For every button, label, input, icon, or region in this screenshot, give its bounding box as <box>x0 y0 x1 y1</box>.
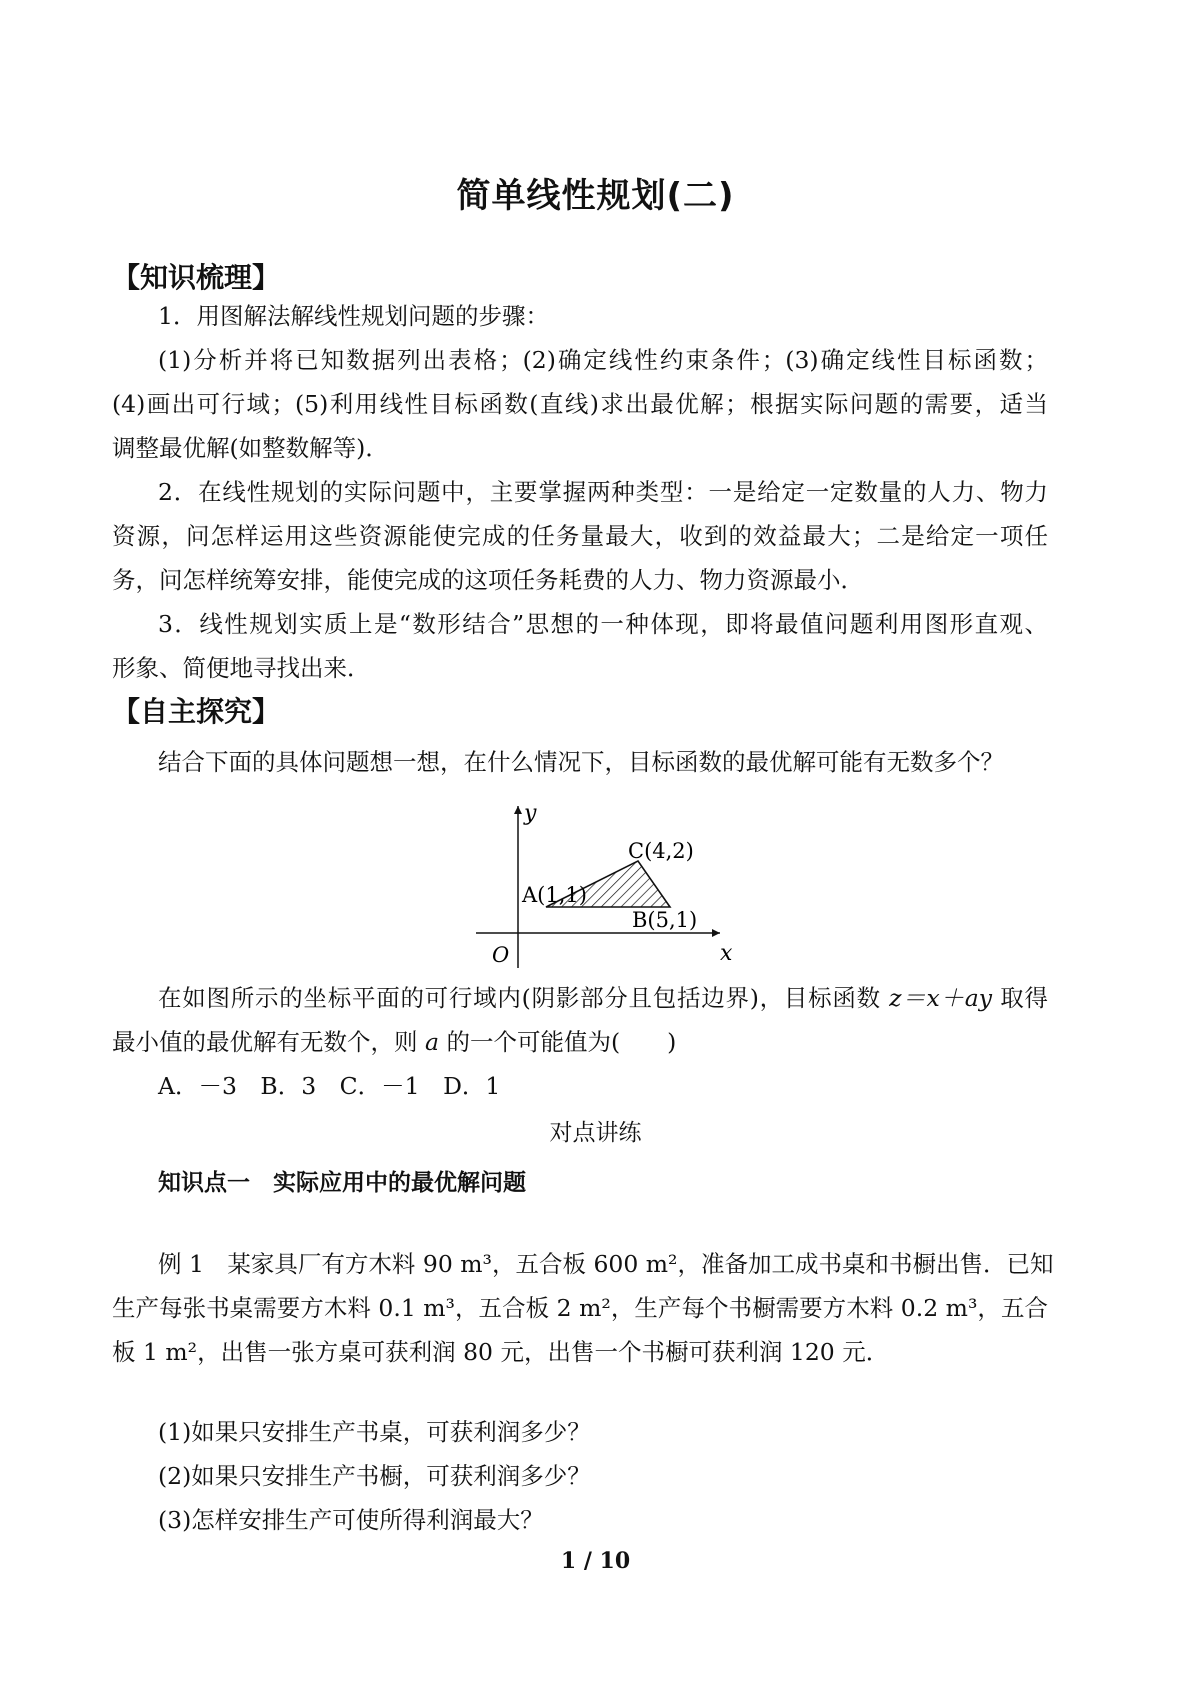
question-text: 的一个可能值为( ) <box>439 1028 677 1056</box>
variable-a: a <box>424 1028 439 1056</box>
practice-label: 对点讲练 <box>549 1120 642 1146</box>
sub-question: (2)如果只安排生产书橱，可获利润多少？ <box>158 1462 591 1490</box>
objective-function: z＝x＋ay <box>889 984 993 1012</box>
point-b-label: B(5,1) <box>632 908 698 932</box>
example-line: 例 1 某家具厂有方木料 90 m³，五合板 600 m²，准备加工成书桌和书橱出售．已知 <box>158 1250 1054 1278</box>
y-axis-label: y <box>524 801 537 826</box>
paragraph-line: 2．在线性规划的实际问题中，主要掌握两种类型：一是给定一定数量的人力、物力 <box>158 478 1048 506</box>
paragraph-line: 3．线性规划实质上是“数形结合”思想的一种体现，即将最值问题利用图形直观、 <box>158 610 1048 638</box>
y-axis <box>514 806 522 968</box>
sub-question: (1)如果只安排生产书桌，可获利润多少？ <box>158 1418 591 1446</box>
paragraph-line: 资源，问怎样运用这些资源能使完成的任务量最大，收到的效益最大；二是给定一项任 <box>112 522 1048 550</box>
answer-options: A．－3 B．3 C．－1 D．1 <box>158 1072 501 1100</box>
paragraph-line: 调整最优解(如整数解等)． <box>112 434 389 462</box>
section-heading-explore: 【自主探究】 <box>112 695 281 728</box>
point-c-label: C(4,2) <box>628 839 694 863</box>
knowledge-point-heading: 知识点一 实际应用中的最优解问题 <box>158 1170 526 1196</box>
paragraph-line: 结合下面的具体问题想一想，在什么情况下，目标函数的最优解可能有无数多个？ <box>158 748 1004 776</box>
question-line <box>158 976 1048 1020</box>
question-text: 在如图所示的坐标平面的可行域内(阴影部分且包括边界)，目标函数 <box>158 984 890 1012</box>
page-title: 简单线性规划(二) <box>456 176 735 216</box>
point-a-label: A(1,1) <box>522 883 587 907</box>
origin-label: O <box>492 943 510 967</box>
paragraph-line: 务，问怎样统筹安排，能使完成的这项任务耗费的人力、物力资源最小． <box>112 566 864 594</box>
feasible-region-figure <box>470 800 733 970</box>
question-text: 取得 <box>992 984 1048 1012</box>
question-line <box>112 1020 1048 1064</box>
paragraph-line: (4)画出可行域；(5)利用线性目标函数(直线)求出最优解；根据实际问题的需要，适当 <box>112 390 1048 418</box>
x-axis-label: x <box>720 941 733 966</box>
paragraph-line: 1．用图解法解线性规划问题的步骤： <box>158 302 549 330</box>
page-number: 1 / 10 <box>560 1548 631 1574</box>
sub-question: (3)怎样安排生产可使所得利润最大？ <box>158 1506 544 1534</box>
question-text: 最小值的最优解有无数个，则 <box>112 1028 425 1056</box>
paragraph-line: 形象、简便地寻找出来． <box>112 654 371 682</box>
example-line: 生产每张书桌需要方木料 0.1 m³，五合板 2 m²，生产每个书橱需要方木料 0.2 m³，五合 <box>112 1294 1048 1322</box>
section-heading-knowledge: 【知识梳理】 <box>112 261 281 294</box>
example-line: 板 1 m²，出售一张方桌可获利润 80 元，出售一个书橱可获利润 120 元． <box>112 1338 890 1366</box>
paragraph-line: (1)分析并将已知数据列出表格；(2)确定线性约束条件；(3)确定线性目标函数； <box>158 346 1048 374</box>
